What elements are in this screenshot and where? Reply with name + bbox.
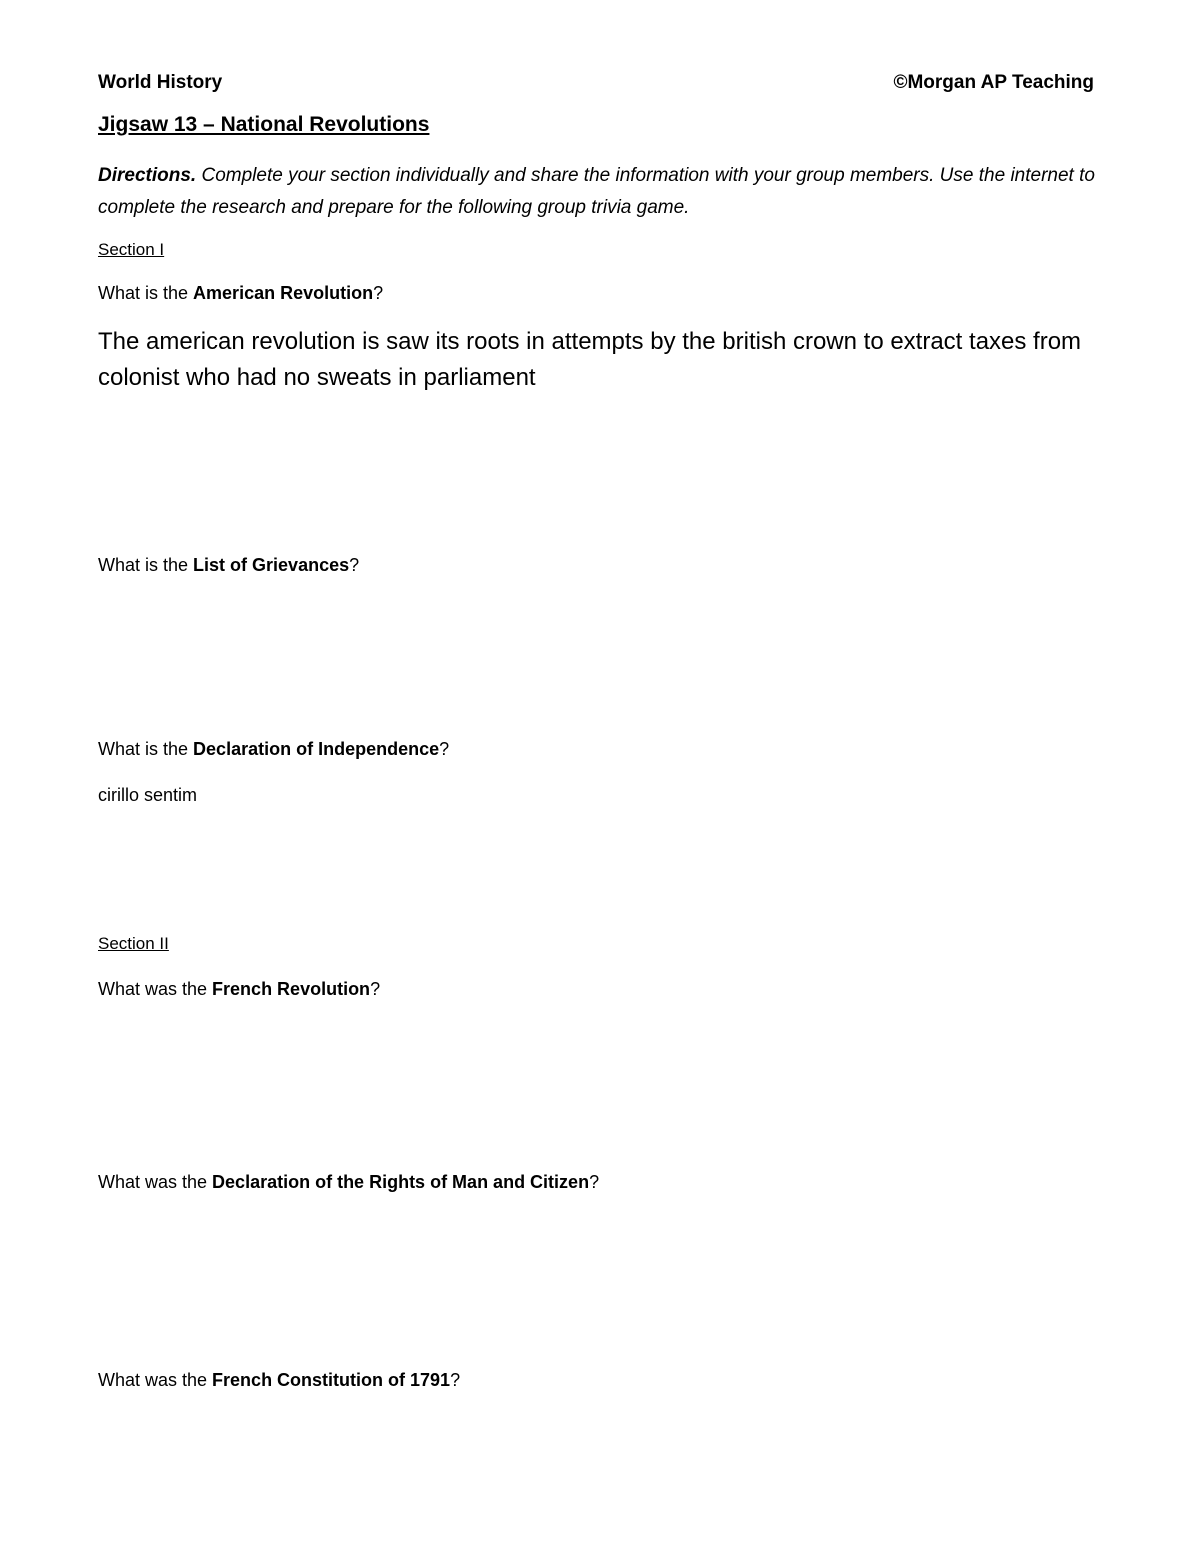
directions-paragraph [98, 160, 1108, 224]
directions-text: Complete your section individually and share the information with your group members. Use the internet to complete the research and prepare for the following group trivia game. [98, 165, 1095, 218]
question [98, 283, 383, 304]
question [98, 555, 359, 576]
question-suffix: ? [439, 739, 450, 759]
answer-text[interactable]: The american revolution is saw its roots in attempts by the british crown to extract taxes from colonist who had no sweats in parliament [98, 328, 1082, 391]
question-prefix: What is the [98, 739, 194, 759]
question [98, 739, 449, 760]
question-term: List of Grievances [193, 555, 350, 575]
question-prefix: What was the [98, 1172, 213, 1192]
question-suffix: ? [349, 555, 360, 575]
question [98, 979, 380, 1000]
question-suffix: ? [450, 1370, 461, 1390]
section-heading: Section I [98, 240, 165, 259]
question-suffix: ? [373, 283, 384, 303]
question-term: French Constitution of 1791 [212, 1370, 451, 1390]
question-suffix: ? [370, 979, 381, 999]
question-prefix: What is the [98, 283, 194, 303]
question-term: Declaration of the Rights of Man and Citizen [212, 1172, 590, 1192]
question [98, 1370, 460, 1391]
answer-text[interactable]: cirillo sentim [98, 785, 198, 805]
question-term: American Revolution [193, 283, 374, 303]
course-name: World History [98, 72, 223, 93]
directions-label: Directions. [98, 165, 197, 186]
question-prefix: What is the [98, 555, 194, 575]
copyright-notice: ©Morgan AP Teaching [893, 72, 1094, 93]
question-prefix: What was the [98, 979, 213, 999]
section-heading: Section II [98, 934, 169, 953]
question-prefix: What was the [98, 1370, 213, 1390]
question-suffix: ? [589, 1172, 600, 1192]
question [98, 1172, 599, 1193]
question-term: French Revolution [212, 979, 371, 999]
question-term: Declaration of Independence [193, 739, 440, 759]
page-title: Jigsaw 13 – National Revolutions [98, 113, 430, 136]
